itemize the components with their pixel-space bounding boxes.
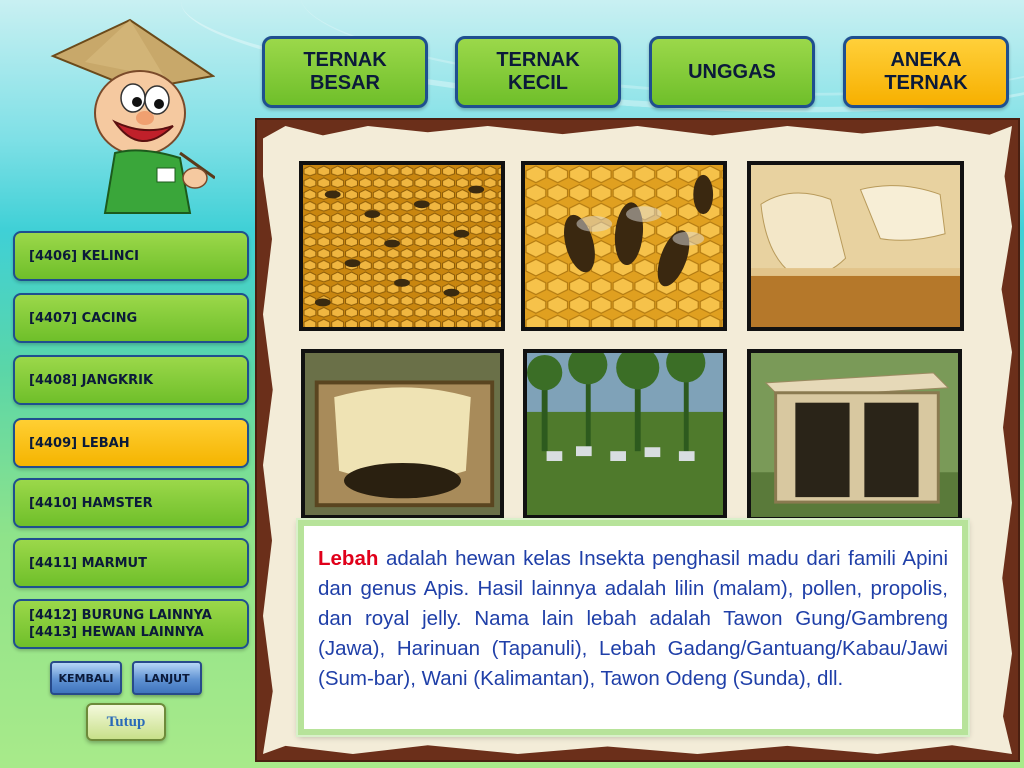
description-body: adalah hewan kelas Insekta penghasil madu dari famili Apini dan genus Apis. Hasil lainnya adalah lilin (malam), pollen, propolis, dan royal jelly. Nama lain lebah adalah Tawon Gung/Gambreng (Jawa), Harinuan (Tapanuli), Lebah Gadang/Gantuang/Kabau/Jawi (Sum-bar), Wani (Kalimantan), Tawon Odeng (Sunda), dll. (318, 547, 948, 690)
description-box (298, 520, 968, 735)
close-button[interactable]: Tutup (86, 703, 166, 741)
sidebar-item-label: [4411] MARMUT (29, 555, 147, 571)
honeybees-closeup-photo (521, 161, 727, 331)
sidebar-item-label: [4409] LEBAH (29, 435, 130, 451)
back-button[interactable]: KEMBALI (50, 661, 122, 695)
sidebar-item-burung-hewan-lainnya[interactable] (13, 599, 249, 649)
sidebar-item-label: [4407] CACING (29, 310, 138, 326)
honeycomb-wax-photo (747, 161, 964, 331)
sidebar-item-marmut[interactable] (13, 538, 249, 588)
apiary-field-photo (523, 349, 727, 519)
tab-ternak-besar[interactable]: TERNAK BESAR (262, 36, 428, 108)
sidebar-item-label: [4406] KELINCI (29, 248, 139, 264)
description-keyword: Lebah (318, 547, 379, 570)
beehive-frame-photo (301, 349, 504, 519)
farmer-mascot-icon (45, 18, 215, 218)
sidebar-item-hamster[interactable] (13, 478, 249, 528)
bees-on-honeycomb-photo (299, 161, 505, 331)
sidebar-item-jangkrik[interactable] (13, 355, 249, 405)
sidebar-item-cacing[interactable] (13, 293, 249, 343)
sidebar-item-kelinci[interactable] (13, 231, 249, 281)
wooden-hive-box-photo (747, 349, 962, 521)
tab-aneka-ternak[interactable]: ANEKA TERNAK (843, 36, 1009, 108)
sidebar-item-lebah[interactable] (13, 418, 249, 468)
sidebar-item-label: [4412] BURUNG LAINNYA [4413] HEWAN LAINNYA (29, 608, 212, 640)
tab-ternak-kecil[interactable]: TERNAK KECIL (455, 36, 621, 108)
next-button[interactable]: LANJUT (132, 661, 202, 695)
sidebar-item-label: [4410] HAMSTER (29, 495, 153, 511)
tab-unggas[interactable]: UNGGAS (649, 36, 815, 108)
sidebar-item-label: [4408] JANGKRIK (29, 372, 154, 388)
description-text (318, 544, 948, 694)
